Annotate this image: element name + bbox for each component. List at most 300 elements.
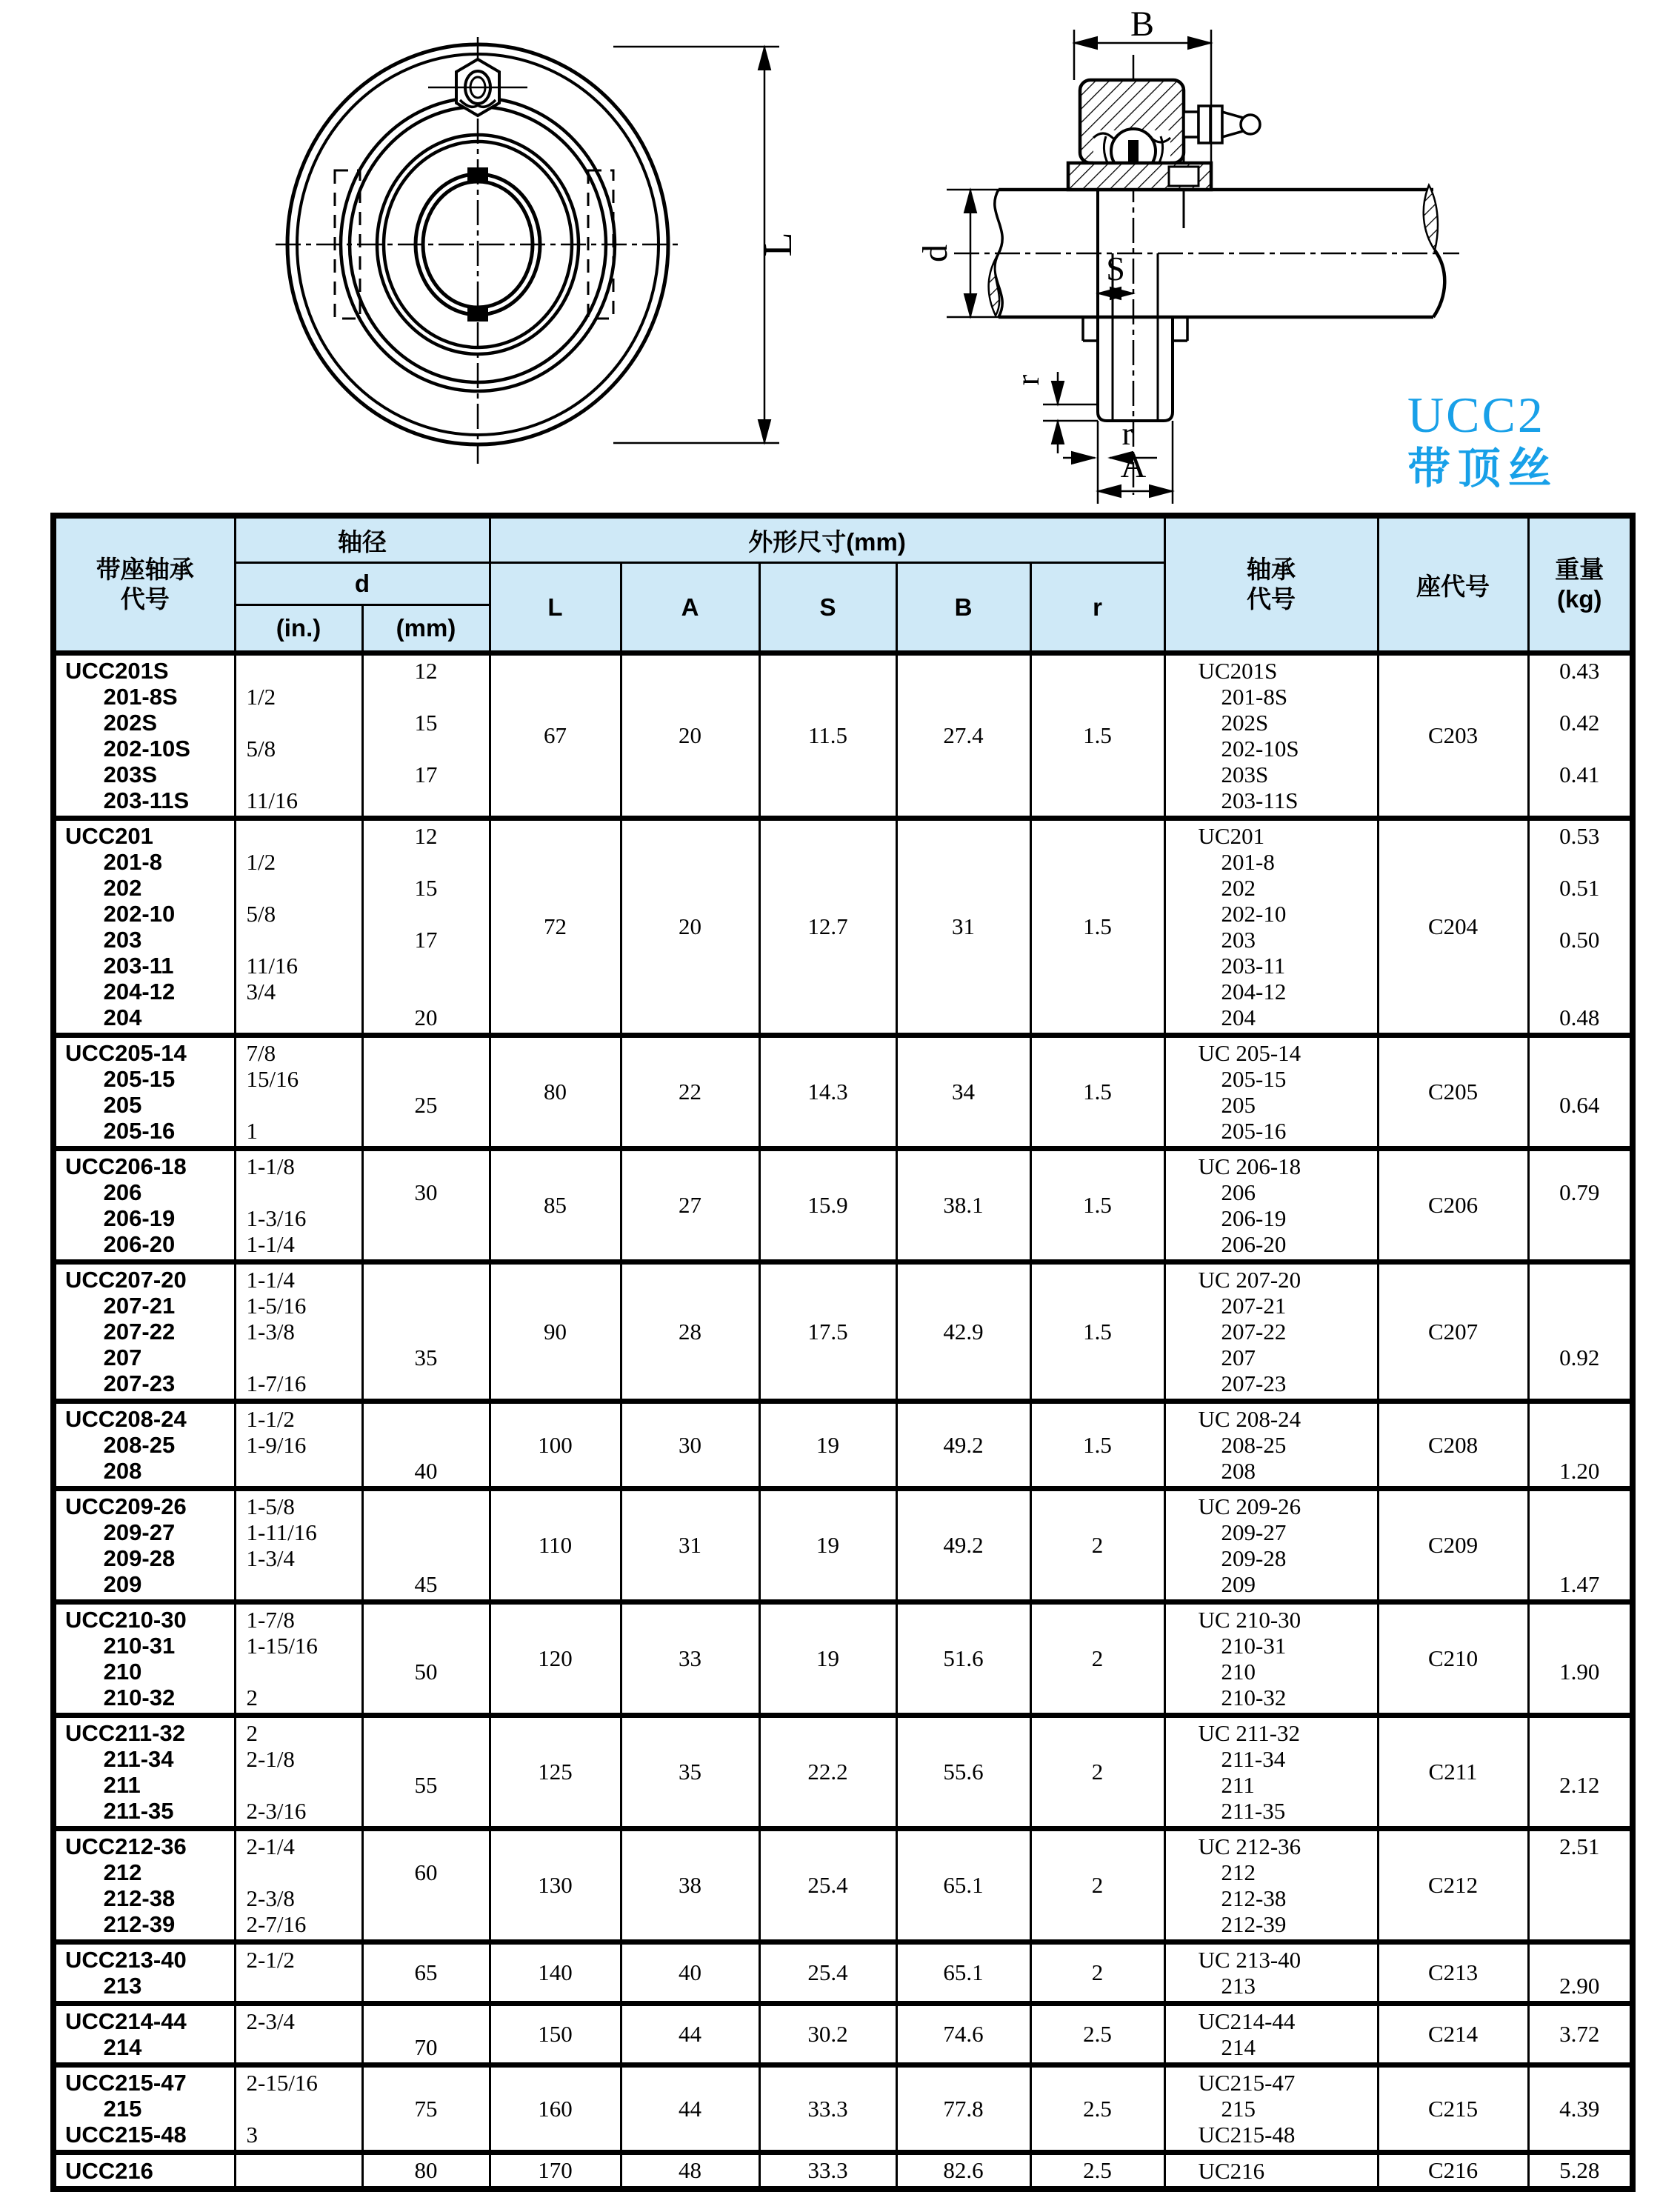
A-cell: 38 xyxy=(621,1829,759,1942)
r-cell: 2 xyxy=(1030,1829,1164,1942)
cell-line: 50 xyxy=(414,1659,438,1685)
cell-line: 203-11S xyxy=(65,787,190,813)
cell-line: 206-19 xyxy=(65,1205,176,1231)
cell-line: 202-10 xyxy=(1198,901,1287,927)
bearing-code-cell xyxy=(1164,2065,1378,2153)
housing-code-cell: C213 xyxy=(1378,1942,1528,2004)
A-cell: 35 xyxy=(621,1716,759,1829)
bearing-code-cell xyxy=(1164,1716,1378,1829)
r-cell: 1.5 xyxy=(1030,653,1164,819)
d-in-cell xyxy=(235,1942,362,2004)
cell-line: 206 xyxy=(1198,1179,1256,1205)
S-cell: 33.3 xyxy=(759,2153,896,2190)
cell-line: 205-15 xyxy=(1198,1066,1287,1092)
cell-line xyxy=(364,1293,489,1319)
table-header xyxy=(53,516,1633,653)
cell-line: 215 xyxy=(1198,2096,1256,2122)
A-cell: 30 xyxy=(621,1402,759,1489)
cell-line: 203 xyxy=(1198,927,1256,953)
housing-code-cell: C212 xyxy=(1378,1829,1528,1942)
cell-line: UCC216 xyxy=(65,2157,153,2184)
L-cell: 120 xyxy=(490,1602,621,1716)
r-cell: 1.5 xyxy=(1030,1262,1164,1402)
d-in-cell xyxy=(235,1829,362,1942)
d-mm-cell xyxy=(362,1402,490,1489)
bearing-spec-table xyxy=(50,513,1636,2192)
table-body xyxy=(53,653,1633,2190)
cell-line xyxy=(1530,1493,1630,1519)
cell-line: 209-28 xyxy=(65,1545,176,1571)
d-mm-cell xyxy=(362,1036,490,1149)
cell-line: UC 206-18 xyxy=(1198,1153,1301,1179)
cell-line: 1-3/8 xyxy=(246,1319,295,1345)
housing-code-cell: C206 xyxy=(1378,1149,1528,1262)
cell-line: UC 205-14 xyxy=(1198,1040,1301,1066)
dim-label-A: A xyxy=(1120,446,1147,485)
unit-code-cell xyxy=(53,2065,235,2153)
cell-line xyxy=(364,1746,489,1772)
cell-line xyxy=(1530,1798,1630,1824)
cell-line: 209-27 xyxy=(65,1519,176,1545)
cell-line: UC 213-40 xyxy=(1198,1947,1301,1973)
S-cell: 17.5 xyxy=(759,1262,896,1402)
cell-line: 1-1/8 xyxy=(246,1153,295,1179)
cell-line: 1-5/8 xyxy=(246,1493,295,1519)
A-cell: 20 xyxy=(621,819,759,1036)
cell-line: UC 207-20 xyxy=(1198,1267,1301,1293)
d-mm-cell xyxy=(362,1829,490,1942)
cell-line xyxy=(247,1659,361,1685)
bore-seal-bottom xyxy=(467,307,488,322)
header-dims-group: 外形尺寸(mm) xyxy=(490,516,1164,563)
d-mm-cell xyxy=(362,1602,490,1716)
cell-line: UCC215-48 xyxy=(65,2122,187,2148)
d-in-cell xyxy=(235,2153,362,2190)
cell-line xyxy=(1530,1319,1630,1345)
weight-cell xyxy=(1528,819,1633,1036)
r-cell: 1.5 xyxy=(1030,1149,1164,1262)
cell-line: 208 xyxy=(1198,1458,1256,1484)
cell-line: 重量 xyxy=(1555,556,1604,583)
cell-line: 1-7/8 xyxy=(246,1607,295,1633)
cell-line xyxy=(247,1859,361,1885)
cell-line: 7/8 xyxy=(246,1040,276,1066)
bearing-code-cell xyxy=(1164,1262,1378,1402)
set-screw xyxy=(1169,167,1199,186)
cell-line: 代号 xyxy=(120,585,170,613)
cell-line: 212 xyxy=(65,1859,142,1885)
B-cell: 65.1 xyxy=(896,1942,1030,2004)
cell-line: 1-1/4 xyxy=(246,1231,295,1257)
cell-line: UC215-47 xyxy=(1198,2070,1296,2096)
L-cell: 85 xyxy=(490,1149,621,1262)
cell-line: 5/8 xyxy=(246,901,276,927)
cell-line xyxy=(1530,901,1630,927)
cell-line: UCC205-14 xyxy=(65,1040,187,1066)
cell-line: 205-16 xyxy=(1198,1118,1287,1144)
housing-code-cell: C215 xyxy=(1378,2065,1528,2153)
cell-line xyxy=(1530,1432,1630,1458)
table-row xyxy=(53,2153,1633,2190)
cell-line: UCC213-40 xyxy=(65,1947,187,1973)
cell-line xyxy=(1530,1066,1630,1092)
cell-line: 2-1/4 xyxy=(246,1833,295,1859)
B-cell: 65.1 xyxy=(896,1829,1030,1942)
cell-line xyxy=(364,1231,489,1257)
cell-line xyxy=(247,1458,361,1484)
A-cell: 33 xyxy=(621,1602,759,1716)
cell-line: UC 209-26 xyxy=(1198,1493,1301,1519)
cell-line xyxy=(247,875,361,901)
cell-line: 212-38 xyxy=(65,1885,176,1911)
cell-line xyxy=(364,1545,489,1571)
grease-zerk xyxy=(1184,106,1260,143)
header-weight xyxy=(1528,516,1633,653)
L-cell: 125 xyxy=(490,1716,621,1829)
cell-line: 轴承 xyxy=(1247,556,1296,583)
unit-code-cell xyxy=(53,1036,235,1149)
cell-line: 15/16 xyxy=(246,1066,299,1092)
cell-line: 1.90 xyxy=(1559,1659,1600,1685)
cell-line xyxy=(364,1406,489,1432)
bearing-code-cell xyxy=(1164,1402,1378,1489)
cell-line xyxy=(1530,1231,1630,1257)
A-cell: 22 xyxy=(621,1036,759,1149)
cell-line xyxy=(247,1571,361,1597)
S-cell: 12.7 xyxy=(759,819,896,1036)
S-cell: 22.2 xyxy=(759,1716,896,1829)
cell-line: 210-32 xyxy=(1198,1685,1287,1710)
cell-line: 201-8S xyxy=(65,684,178,710)
cell-line: 207-21 xyxy=(1198,1293,1287,1319)
cell-line: UC 210-30 xyxy=(1198,1607,1301,1633)
housing-code-cell: C209 xyxy=(1378,1489,1528,1602)
cell-line xyxy=(1530,1947,1630,1973)
cell-line: 1.20 xyxy=(1559,1458,1600,1484)
cell-line: 202 xyxy=(65,875,142,901)
cell-line: 207-22 xyxy=(1198,1319,1287,1345)
cell-line xyxy=(1530,1633,1630,1659)
cell-line xyxy=(364,1432,489,1458)
housing-code-cell: C207 xyxy=(1378,1262,1528,1402)
cell-line: 35 xyxy=(414,1345,438,1370)
cell-line xyxy=(1530,1267,1630,1293)
cell-line: 12 xyxy=(414,658,438,684)
cell-line xyxy=(1530,1406,1630,1432)
cell-line: 211-34 xyxy=(65,1746,174,1772)
cell-line: 211-35 xyxy=(65,1798,174,1824)
cell-line: 2-3/16 xyxy=(246,1798,307,1824)
front-view-drawing xyxy=(74,6,874,510)
cell-line: 204 xyxy=(65,1005,142,1030)
cell-line: 代号 xyxy=(1247,585,1296,613)
grease-fitting xyxy=(428,59,527,116)
cell-line: 207 xyxy=(1198,1345,1256,1370)
cell-line: 30 xyxy=(414,1179,438,1205)
cell-line: 3/4 xyxy=(246,979,276,1005)
cell-line: 1 xyxy=(246,1118,258,1144)
cell-line: 213 xyxy=(1198,1973,1256,1999)
cell-line: 215 xyxy=(65,2096,142,2122)
cell-line xyxy=(247,1092,361,1118)
weight-cell xyxy=(1528,1262,1633,1402)
cell-line: 209-27 xyxy=(1198,1519,1287,1545)
B-cell: 49.2 xyxy=(896,1489,1030,1602)
cell-line: 17 xyxy=(414,762,438,787)
cell-line: 0.79 xyxy=(1559,1179,1600,1205)
cell-line: 1-15/16 xyxy=(246,1633,318,1659)
unit-code-cell xyxy=(53,1262,235,1402)
cell-line: 1-1/4 xyxy=(246,1267,295,1293)
cell-line xyxy=(364,1493,489,1519)
cell-line: 209-28 xyxy=(1198,1545,1287,1571)
bearing-code-cell xyxy=(1164,819,1378,1036)
dim-label-B: B xyxy=(1130,6,1155,44)
cell-line: 0.42 xyxy=(1559,710,1600,736)
unit-code-cell xyxy=(53,2004,235,2065)
weight-cell xyxy=(1528,653,1633,819)
cell-line: 2 xyxy=(246,1685,258,1710)
cell-line: 202-10S xyxy=(65,736,190,762)
cell-line xyxy=(247,1772,361,1798)
table-row xyxy=(53,1942,1633,2004)
table-row xyxy=(53,1716,1633,1829)
r-cell: 2.5 xyxy=(1030,2153,1164,2190)
cell-line: 206-19 xyxy=(1198,1205,1287,1231)
d-in-cell xyxy=(235,1716,362,1829)
L-cell: 67 xyxy=(490,653,621,819)
cell-line: 5/8 xyxy=(246,736,276,762)
cell-line: 207-22 xyxy=(65,1319,176,1345)
cell-line xyxy=(1530,1720,1630,1746)
S-cell: 30.2 xyxy=(759,2004,896,2065)
weight-cell xyxy=(1528,1829,1633,1942)
cell-line: 210-31 xyxy=(1198,1633,1287,1659)
table-row xyxy=(53,1602,1633,1716)
B-cell: 27.4 xyxy=(896,653,1030,819)
cell-line xyxy=(364,787,489,813)
cell-line: 1-9/16 xyxy=(246,1432,307,1458)
L-cell: 140 xyxy=(490,1942,621,2004)
cell-line: 214 xyxy=(1198,2034,1256,2060)
cell-line xyxy=(364,901,489,927)
cell-line xyxy=(364,736,489,762)
cell-line: 209 xyxy=(1198,1571,1256,1597)
cell-line: 213 xyxy=(65,1973,142,1999)
d-in-cell xyxy=(235,653,362,819)
unit-code-cell xyxy=(53,653,235,819)
cell-line xyxy=(364,979,489,1005)
A-cell: 28 xyxy=(621,1262,759,1402)
weight-cell xyxy=(1528,1149,1633,1262)
weight-cell xyxy=(1528,1602,1633,1716)
header-unit-code xyxy=(53,516,235,653)
cell-line: 207 xyxy=(65,1345,142,1370)
cell-line xyxy=(1530,1205,1630,1231)
A-cell: 48 xyxy=(621,2153,759,2190)
cell-line: 205-16 xyxy=(65,1118,176,1144)
cell-line xyxy=(364,1720,489,1746)
r-cell: 2.5 xyxy=(1030,2065,1164,2153)
series-label xyxy=(1407,387,1559,493)
cell-line: 202S xyxy=(1198,710,1269,736)
table-row xyxy=(53,2004,1633,2065)
bearing-code-cell xyxy=(1164,1829,1378,1942)
bore-seal-top xyxy=(467,167,488,182)
cell-line: UCC215-47 xyxy=(65,2070,187,2096)
cell-line xyxy=(247,1973,361,1999)
cell-line xyxy=(247,658,361,684)
unit-code-cell xyxy=(53,1489,235,1602)
d-mm-cell xyxy=(362,1149,490,1262)
cell-line xyxy=(247,2096,361,2122)
L-cell: 100 xyxy=(490,1402,621,1489)
cell-line: 201-8S xyxy=(1198,684,1288,710)
bearing-code-cell xyxy=(1164,1489,1378,1602)
cell-line xyxy=(364,1519,489,1545)
dim-label-L: L xyxy=(756,232,800,257)
cell-line xyxy=(247,1005,361,1030)
cell-line: 2.90 xyxy=(1559,1973,1600,1999)
cell-line: UC215-48 xyxy=(1198,2122,1296,2148)
table-row xyxy=(53,819,1633,1036)
bearing-code-cell xyxy=(1164,1942,1378,2004)
S-cell: 15.9 xyxy=(759,1149,896,1262)
cell-line: 2-3/8 xyxy=(246,1885,295,1911)
cell-line: 205-15 xyxy=(65,1066,176,1092)
d-mm-cell xyxy=(362,653,490,819)
cell-line: UC216 xyxy=(1198,2157,1265,2184)
cell-line: 2-7/16 xyxy=(246,1911,307,1937)
cell-line xyxy=(1530,1040,1630,1066)
cell-line: 1/2 xyxy=(246,684,276,710)
ball-slot xyxy=(1128,140,1139,162)
d-mm-cell xyxy=(362,1489,490,1602)
cell-line: 1/2 xyxy=(246,849,276,875)
cell-line: 2-1/8 xyxy=(246,1746,295,1772)
cell-line: UCC211-32 xyxy=(65,1720,185,1746)
cell-line: UC214-44 xyxy=(1198,2008,1296,2034)
header-shaft-dia: 轴径 xyxy=(235,516,490,563)
header-S: S xyxy=(759,563,896,653)
cell-line xyxy=(1530,787,1630,813)
d-in-cell xyxy=(235,1149,362,1262)
weight-cell: 4.39 xyxy=(1528,2065,1633,2153)
cell-line: 45 xyxy=(414,1571,438,1597)
r-cell: 2 xyxy=(1030,1489,1164,1602)
L-cell: 160 xyxy=(490,2065,621,2153)
weight-cell xyxy=(1528,1942,1633,2004)
cell-line: 203-11S xyxy=(1198,787,1299,813)
B-cell: 31 xyxy=(896,819,1030,1036)
cell-line: 203S xyxy=(65,762,158,787)
cell-line: 204-12 xyxy=(65,979,176,1005)
cell-line xyxy=(1530,1118,1630,1144)
cell-line xyxy=(1530,1370,1630,1396)
housing-code-cell: C216 xyxy=(1378,2153,1528,2190)
A-cell: 44 xyxy=(621,2065,759,2153)
d-mm-cell: 80 xyxy=(362,2153,490,2190)
cell-line: 210 xyxy=(65,1659,142,1685)
cell-line xyxy=(247,1345,361,1370)
cell-line xyxy=(364,1040,489,1066)
d-in-cell xyxy=(235,1262,362,1402)
table-row xyxy=(53,1489,1633,1602)
unit-code-cell xyxy=(53,1942,235,2004)
table-row xyxy=(53,1829,1633,1942)
unit-code-cell xyxy=(53,1149,235,1262)
cell-line xyxy=(1530,1153,1630,1179)
cell-line xyxy=(1530,1545,1630,1571)
cell-line: 70 xyxy=(414,2034,438,2060)
cell-line: 2-15/16 xyxy=(246,2070,318,2096)
shaft-break-right xyxy=(1424,185,1438,250)
cell-line: 1-3/16 xyxy=(246,1205,307,1231)
header-L: L xyxy=(490,563,621,653)
table-row xyxy=(53,1036,1633,1149)
cell-line: 0.41 xyxy=(1559,762,1600,787)
unit-code-cell xyxy=(53,1829,235,1942)
cell-line: 211-34 xyxy=(1198,1746,1286,1772)
cell-line: 202S xyxy=(65,710,158,736)
cell-line: 0.43 xyxy=(1559,658,1600,684)
cell-line: 212-39 xyxy=(1198,1911,1287,1937)
cell-line: UCC208-24 xyxy=(65,1406,187,1432)
B-cell: 82.6 xyxy=(896,2153,1030,2190)
r-cell: 2 xyxy=(1030,1602,1164,1716)
weight-cell xyxy=(1528,1036,1633,1149)
cell-line: 210-32 xyxy=(65,1685,176,1710)
cell-line xyxy=(247,762,361,787)
B-cell: 49.2 xyxy=(896,1402,1030,1489)
S-cell: 25.4 xyxy=(759,1829,896,1942)
S-cell: 19 xyxy=(759,1602,896,1716)
unit-code-cell xyxy=(53,2153,235,2190)
A-cell: 31 xyxy=(621,1489,759,1602)
r-cell: 2 xyxy=(1030,1716,1164,1829)
weight-cell xyxy=(1528,1489,1633,1602)
table-row xyxy=(53,2065,1633,2153)
cell-line: 55 xyxy=(414,1772,438,1798)
housing-code-cell: C203 xyxy=(1378,653,1528,819)
cell-line: UC201 xyxy=(1198,823,1265,849)
header-mm: (mm) xyxy=(362,605,490,653)
B-cell: 38.1 xyxy=(896,1149,1030,1262)
cell-line: 204 xyxy=(1198,1005,1256,1030)
cell-line: UCC210-30 xyxy=(65,1607,187,1633)
cell-line: 40 xyxy=(414,1458,438,1484)
A-cell: 27 xyxy=(621,1149,759,1262)
r-cell: 1.5 xyxy=(1030,1036,1164,1149)
cell-line xyxy=(247,1179,361,1205)
dim-label-r-bottom: r xyxy=(1121,416,1133,452)
cell-line: 205 xyxy=(65,1092,142,1118)
cell-line xyxy=(1530,1859,1630,1885)
cell-line: 0.92 xyxy=(1559,1345,1600,1370)
cell-line xyxy=(364,1798,489,1824)
shaft-break-left xyxy=(989,253,999,316)
cell-line: 212-39 xyxy=(65,1911,176,1937)
cell-line: 25 xyxy=(414,1092,438,1118)
L-cell: 80 xyxy=(490,1036,621,1149)
cell-line xyxy=(364,1066,489,1092)
series-code: UCC2 xyxy=(1407,387,1545,443)
weight-cell: 3.72 xyxy=(1528,2004,1633,2065)
bearing-code-cell xyxy=(1164,1149,1378,1262)
d-mm-cell: 75 xyxy=(362,2065,490,2153)
cell-line xyxy=(364,1319,489,1345)
header-in: (in.) xyxy=(235,605,362,653)
